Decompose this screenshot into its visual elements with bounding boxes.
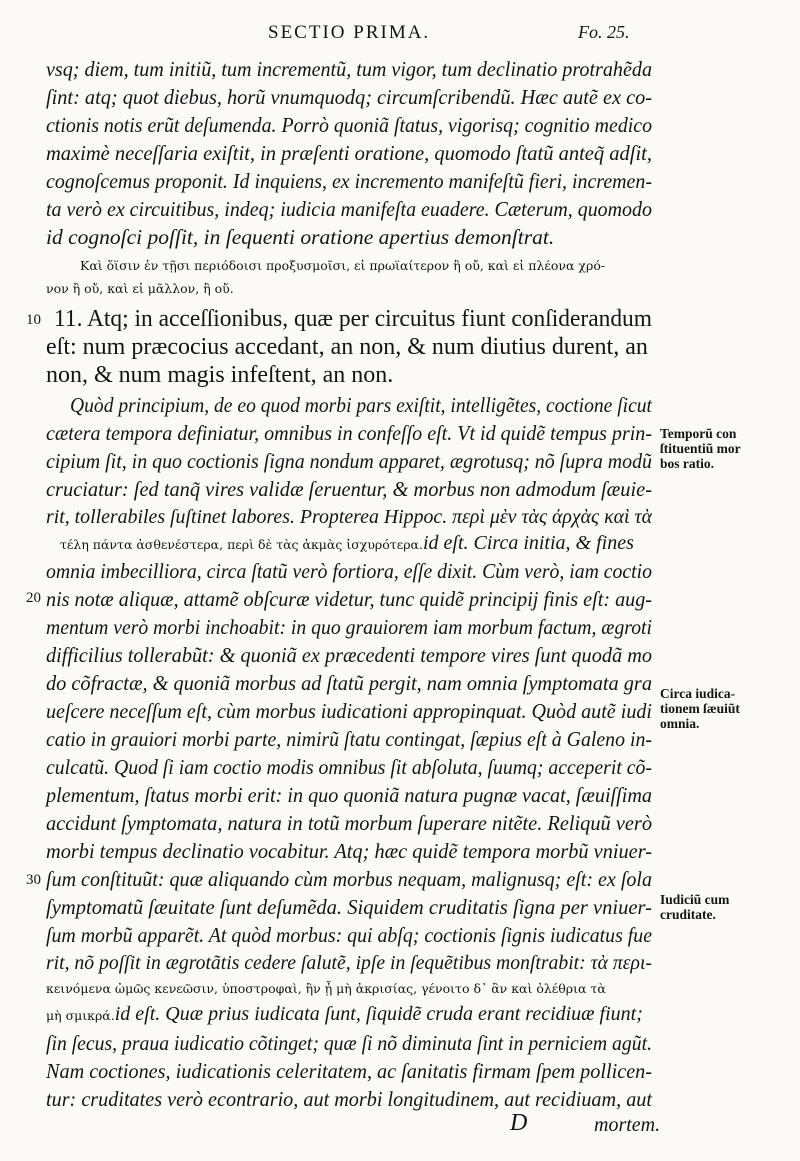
signature-mark: D: [510, 1110, 528, 1136]
catchword: mortem.: [594, 1114, 661, 1136]
text-line: cætera tempora definiatur, omnibus in confeſſo eſt. Vt id quidẽ tempus prin-: [46, 421, 652, 445]
text-line: culcatũ. Quod ſi iam coctio modis omnibus ſit abſoluta, ſuumq; acceperit cõ-: [46, 755, 652, 779]
line-number: 30: [26, 872, 41, 888]
text-line: nis notæ aliquæ, attamẽ obſcuræ videtur, tunc quidẽ principij finis eſt: aug-: [46, 587, 652, 611]
aphorism-line: 11. Atq; in acceſſionibus, quæ per circuitus fiunt conſiderandum: [54, 306, 652, 332]
text-line: mentum verò morbi inchoabit: in quo grauiorem iam morbum factum, ægroti: [46, 615, 652, 639]
margin-note-line: ſtituentiũ mor: [660, 441, 741, 456]
text-line: ſymptomatũ ſæuitate ſunt deſumẽda. Siquidem cruditatis ſigna per vniuer-: [46, 895, 652, 919]
text-line: morbi tempus declinatio vocabitur. Atq; hæc quidẽ tempora morbũ vniuer-: [46, 839, 652, 863]
margin-note: [660, 686, 795, 731]
greek-line: Καὶ ὅϊσιν ἐν τῇσι περιόδοισι προξυσμοῖσι, εἰ πρωϊαίτερον ἢ οὔ, καὶ εἰ πλέονα χρό-: [80, 258, 606, 273]
text-line: ſum morbũ apparẽt. At quòd morbus: qui abſq; coctionis ſignis iudicatus fue: [46, 923, 652, 947]
margin-note-line: cruditate.: [660, 907, 716, 922]
margin-note-line: Circa iudica-: [660, 686, 736, 701]
margin-note-line: omnia.: [660, 716, 700, 731]
greek-line: [46, 1004, 643, 1026]
text-line: cipium ſit, in quo coctionis ſigna nondum apparet, ægrotusq; nõ ſupra modũ: [46, 449, 652, 473]
line-number: 10: [26, 312, 41, 328]
margin-note-line: tionem ſæuiũt: [660, 701, 740, 716]
text-line: plementum, ſtatus morbi erit: in quo quoniã natura pugnæ vacat, ſæuiſſima: [46, 783, 652, 807]
text-line: id cognoſci poſſit, in ſequenti oratione apertius demonſtrat.: [46, 225, 555, 249]
greek-line: νον ἢ οὔ, καὶ εἰ μᾶλλον, ἢ οὔ.: [46, 281, 234, 296]
folio-number: Fo. 25.: [578, 22, 630, 42]
aphorism-line: eſt: num præcocius accedant, an non, & num diutius durent, an: [46, 334, 648, 360]
greek-text: μὴ σμικρά.: [46, 1008, 115, 1023]
text-line: cruciatur: ſed tanq̃ vires validæ ſeruentur, & morbus non admodum ſæuie-: [46, 477, 652, 501]
greek-line: [60, 533, 634, 555]
text-line: cognoſcemus proponit. Id inquiens, ex incremento manifeſtũ fieri, incremen-: [46, 169, 652, 193]
text-line: ueſcere neceſſum eſt, cùm morbus iudicationi appropinquat. Quòd autẽ iudi: [46, 699, 652, 723]
text-line: accidunt ſymptomata, natura in totũ morbum ſuperare nitẽte. Reliquũ verò: [46, 811, 652, 835]
text-line: difficilius tollerabũt: & quoniã ex præcedenti tempore vires ſunt quodã mo: [46, 643, 652, 667]
text-line: Nam coctiones, iudicationis celeritatem, ac ſanitatis firmam ſpem pollicen-: [46, 1059, 652, 1083]
greek-tail: id eſt. Quæ prius iudicata ſunt, ſiquidẽ cruda erant recidiuæ fiunt;: [114, 1003, 643, 1025]
aphorism-line: non, & num magis infeſtent, an non.: [46, 362, 394, 388]
margin-note-line: Iudiciũ cum: [660, 892, 730, 907]
text-line: Quòd principium, de eo quod morbi pars exiſtit, intelligẽtes, coctione ſicut: [70, 393, 652, 417]
text-line: tur: cruditates verò econtrario, aut morbi longitudinem, aut recidiuam, aut: [46, 1087, 652, 1111]
text-line: rit, nõ poſſit in ægrotãtis cedere ſalutẽ, ipſe in ſequẽtibus monſtrabit: τὰ περι-: [46, 952, 652, 974]
text-line: ſint: atq; quot diebus, horũ vnumquodq; circumſcribendũ. Hæc autẽ ex co-: [46, 85, 652, 109]
greek-line: κεινόμενα ὠμῶς κενεῶσιν, ὑποστροφαὶ, ἢν ᾖ μὴ ἀκρισίας, γένοιτο δ᾽ ἂν καὶ ὀλέθρια τὰ: [46, 981, 606, 996]
text-line: ſin ſecus, praua iudicatio cõtinget; quæ ſi nõ diminuta ſint in perniciem agũt.: [46, 1031, 652, 1055]
text-line: do cõfractæ, & quoniã morbus ad ſtatũ pergit, nam omnia ſymptomata gra: [46, 671, 652, 695]
text-line: ſum conſtituũt: quæ aliquando cùm morbus nequam, malignusq; eſt: ex ſola: [46, 867, 652, 891]
text-line: ta verò ex circuitibus, indeq; iudicia manifeſta euadere. Cæterum, quomodo: [46, 197, 652, 221]
line-number: 20: [26, 590, 41, 606]
margin-note: [660, 892, 795, 922]
text-line: maximè neceſſaria exiſtit, in præſenti oratione, quomodo ſtatũ anteq̃ adſit,: [46, 141, 652, 165]
text-line: omnia imbecilliora, circa ſtatũ verò fortiora, eſſe dixit. Cùm verò, iam coctio: [46, 559, 652, 583]
page-header: [0, 22, 800, 46]
margin-note: [660, 426, 795, 471]
text-line: rit, tollerabiles ſuſtinet labores. Propterea Hippoc. περὶ μὲν τὰς ἀρχὰς καὶ τὰ: [46, 506, 652, 528]
margin-note-line: bos ratio.: [660, 456, 714, 471]
running-title: SECTIO PRIMA.: [268, 22, 431, 43]
text-line: vsq; diem, tum initiũ, tum incrementũ, tum vigor, tum declinatio protrahẽda: [46, 57, 652, 81]
greek-text: τέλη πάντα ἀσθενέστερα, περὶ δὲ τὰς ἀκμὰς ἰσχυρότερα.: [60, 537, 423, 552]
margin-note-line: Temporũ con: [660, 426, 737, 441]
greek-tail: id eſt. Circa initia, & fines: [422, 532, 634, 554]
text-line: ctionis notis erũt deſumenda. Porrò quoniã ſtatus, vigorisq; cognitio medico: [46, 113, 652, 137]
text-line: catio in grauiori morbi parte, nimirũ ſtatu contingat, ſæpius eſt à Galeno in-: [46, 727, 652, 751]
